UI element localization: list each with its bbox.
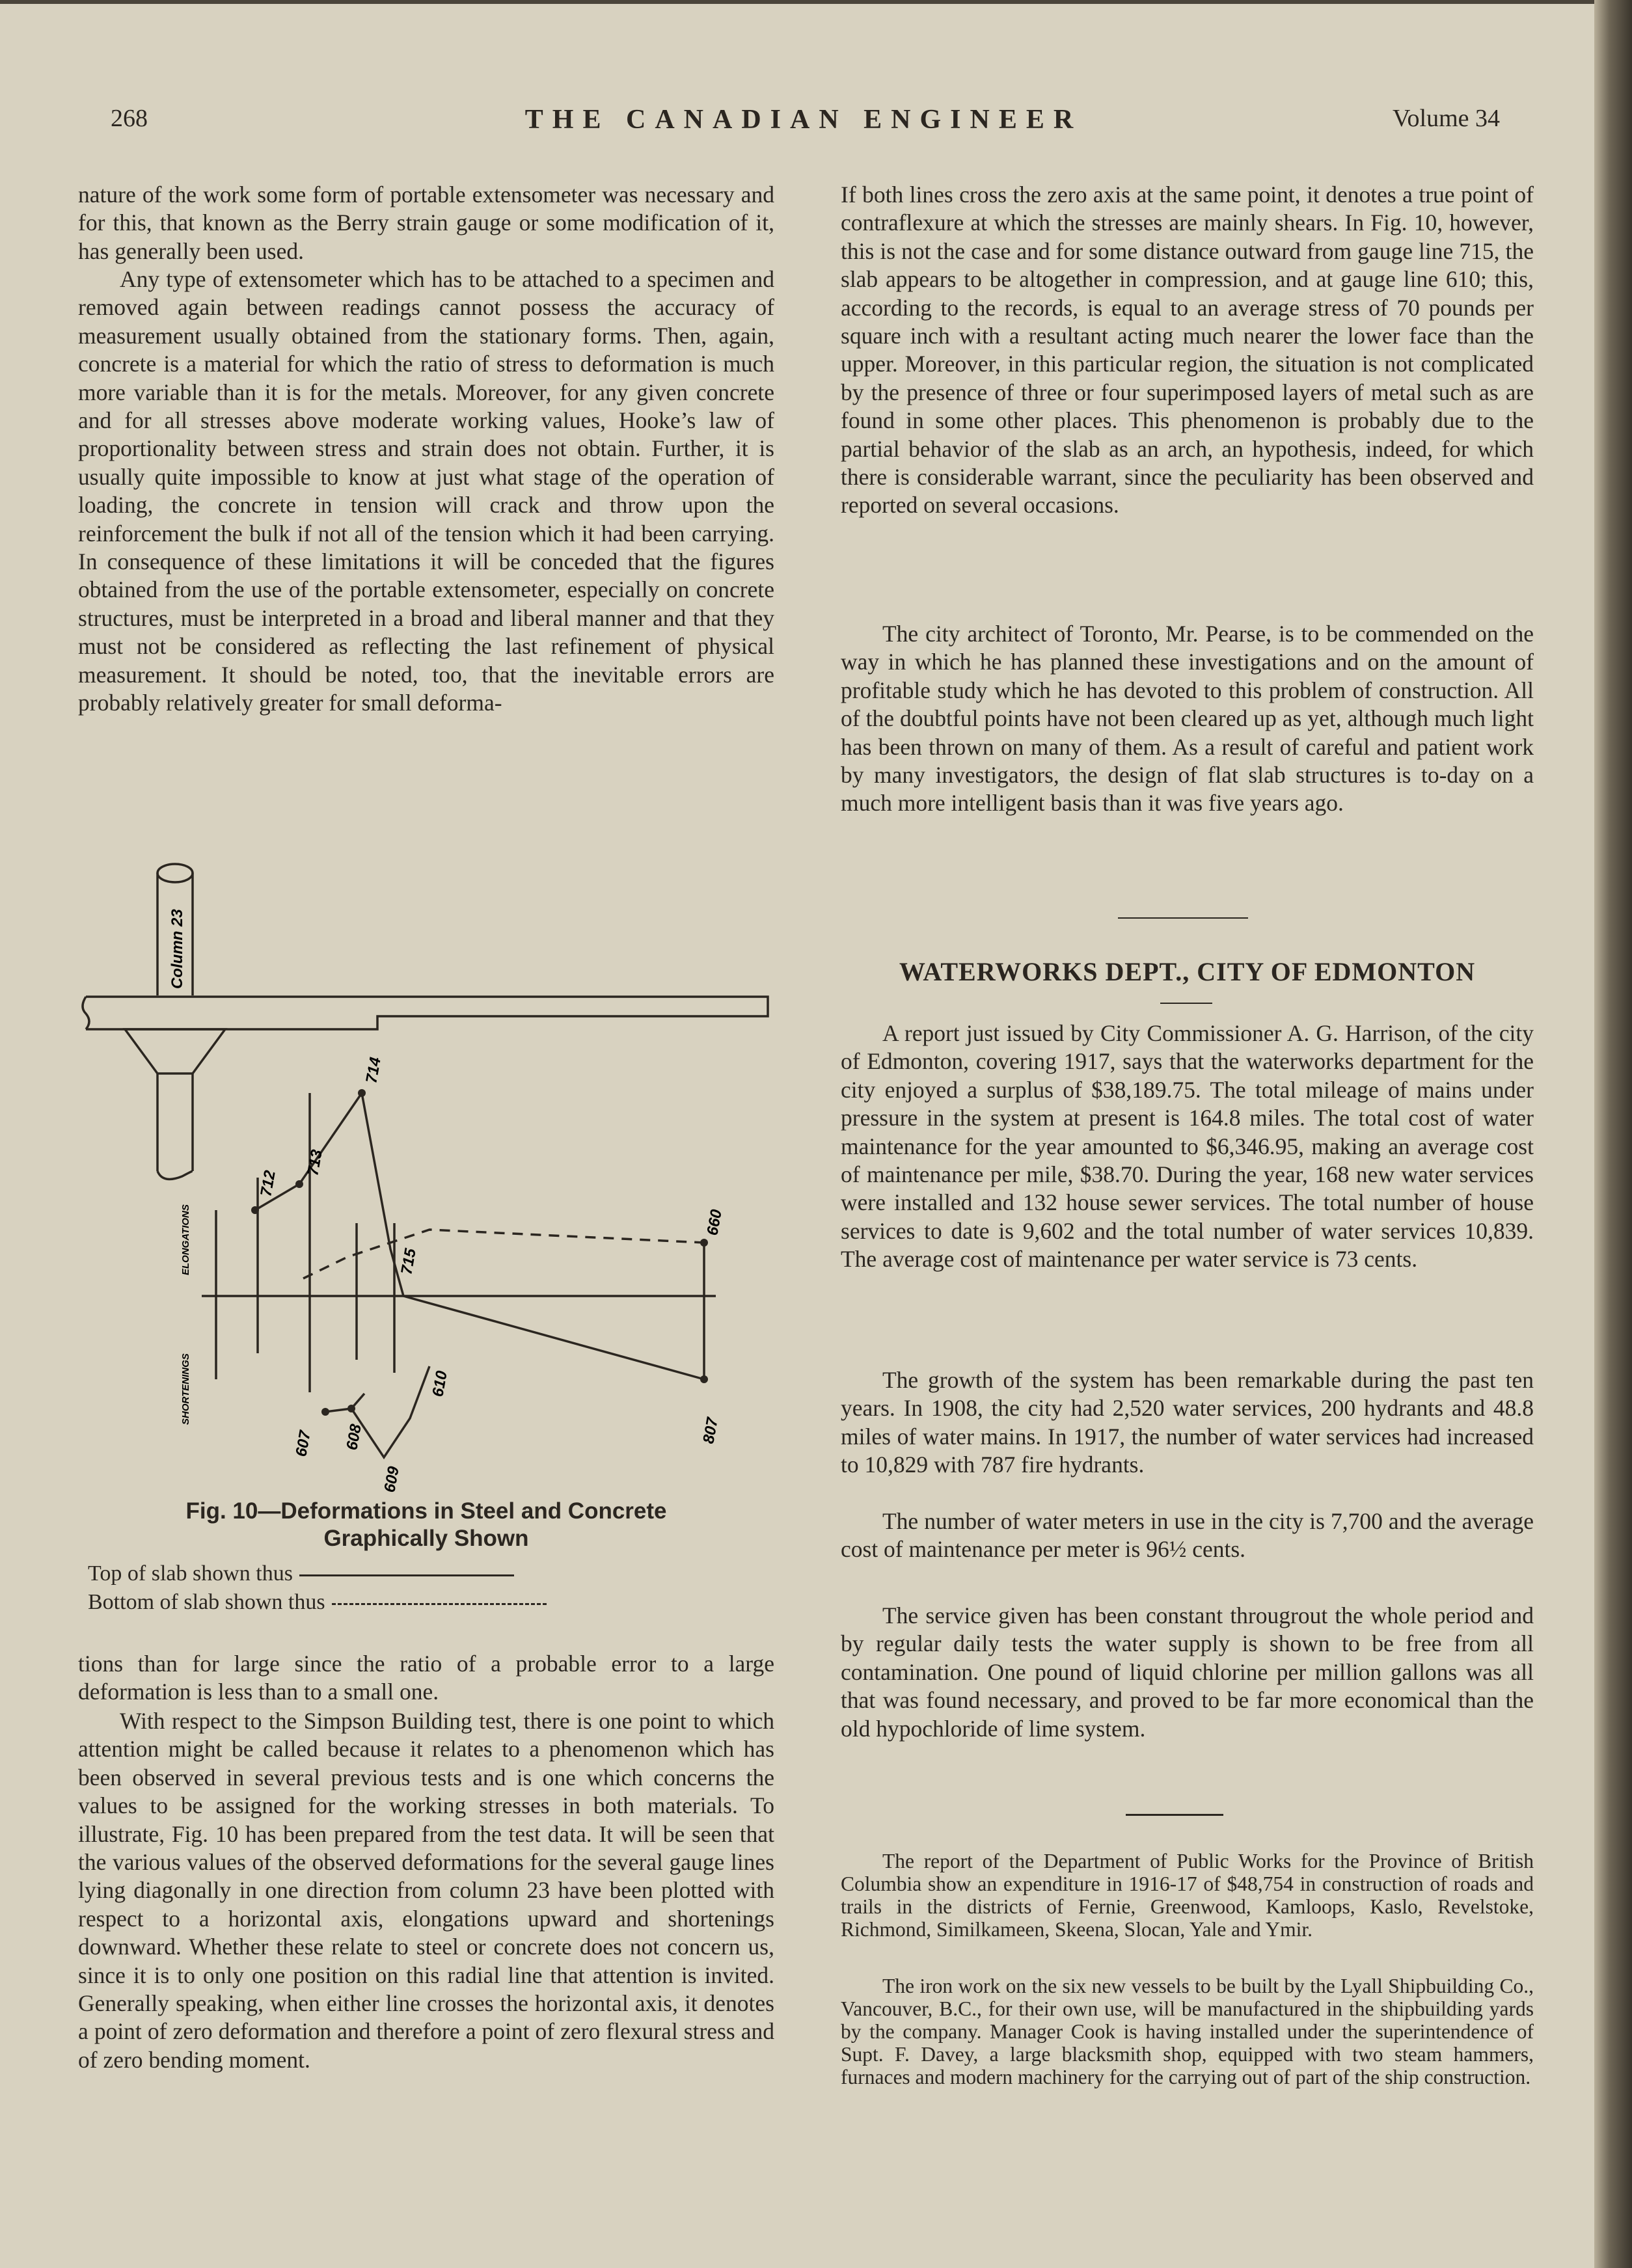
legend-bottom-of-slab <box>88 1590 547 1615</box>
gauge-label-608: 608 <box>343 1422 365 1452</box>
section-divider-2 <box>1126 1814 1223 1816</box>
gauge-label-609: 609 <box>381 1465 403 1494</box>
elongations-label: ELONGATIONS <box>180 1204 191 1275</box>
legend-top-text: Top of slab shown thus <box>88 1561 293 1586</box>
legend-dashed-line <box>332 1603 547 1605</box>
right-paragraph-4: The growth of the system has been remarkable during the past ten years. In 1908, the city had 2,520 water services, 200 hydrants and 48.8 miles of water mains. In 1917, the number of water services had increased to 10,829 with 787 fire hydrants. <box>841 1367 1534 1478</box>
journal-title: THE CANADIAN ENGINEER <box>524 105 1083 135</box>
figure-caption-line-1: Fig. 10—Deformations in Steel and Concrete <box>185 1498 667 1524</box>
gauge-label-712: 712 <box>257 1168 279 1198</box>
top-edge <box>0 0 1594 4</box>
column-label: Column 23 <box>169 909 186 989</box>
title-underline <box>1160 1003 1212 1004</box>
page-number: 268 <box>111 105 148 132</box>
right-paragraph-5: The number of water meters in use in the city is 7,700 and the average cost of maintenance per meter is 96½ cents. <box>841 1508 1534 1563</box>
note-paragraph-2: The iron work on the six new vessels to be built by the Lyall Shipbuilding Co., Vancouver, B.C., for their own use, will be manufactured in the shipbuilding yards by the company. Manager Cook is having installed under the superintendence of Supt. F. Davey, a large blacksmith shop, equipped with two steam hammers, furnaces and modern machinery for the carrying out of part of the ship construction. <box>841 1975 1534 2088</box>
left-paragraph-4: With respect to the Simpson Building test, there is one point to which attention might be called because it relates to a phenomenon which has been observed in several previous tests and is one which concerns the values to be assigned for the working stresses in both materials. To illustrate, Fig. 10 has been prepared from the test data. It will be seen that the various values of the observed deformations for the several gauge lines lying diagonally in one direction from column 23 have been plotted with respect to a horizontal axis, elongations upward and shortenings downward. Whether these relate to steel or concrete does not concern us, since it is to only one position on this radial line that attention is invited. Generally speaking, when either line crosses the horizontal axis, it denotes a point of zero deformation and therefore a point of zero flexural stress and of zero bending moment. <box>78 1708 774 2073</box>
figure-10-diagram <box>78 859 774 1496</box>
gauge-label-715: 715 <box>398 1247 420 1276</box>
left-paragraph-1: nature of the work some form of portable extensometer was necessary and for this, that known as the Berry strain gauge or some modification of it, has generally been used. <box>78 182 774 264</box>
gauge-label-660: 660 <box>703 1208 726 1237</box>
gauge-label-610: 610 <box>429 1369 451 1399</box>
left-paragraph-3: tions than for large since the ratio of a probable error to a large deformation is less than to a small one. <box>78 1651 774 1705</box>
gauge-label-714: 714 <box>362 1055 385 1085</box>
gauge-label-807: 807 <box>700 1416 722 1446</box>
section-title: WATERWORKS DEPT., CITY OF EDMONTON <box>899 957 1476 986</box>
right-paragraph-3: A report just issued by City Commissioner A. G. Harrison, of the city of Edmonton, covering 1917, says that the waterworks department for the city enjoyed a surplus of $38,189.75. The total mileage of mains under pressure in the system at present is 164.8 miles. The total cost of water maintenance for the year amounted to $6,346.95, making an average cost of maintenance per mile, $38.70. During the year, 168 new water services were installed and 132 house sewer services. The total number of house services to date is 9,602 and the total number of water services 10,839. The average cost of maintenance per water service is 73 cents. <box>841 1020 1534 1273</box>
legend-solid-line <box>299 1574 514 1576</box>
legend-top-of-slab <box>88 1561 514 1586</box>
left-paragraph-2: Any type of extensometer which has to be attached to a specimen and removed again between readings cannot possess the accuracy of measurement usually obtained from the stationary forms. Then, again, concrete is a material for which the ratio of stress to deformation is much more variable than it is for the metals. Moreover, for any given concrete and for all stresses above moderate working values, Hooke’s law of proportionality between stress and strain does not obtain. Further, it is usually quite impossible to know at just what stage of the operation of loading, the concrete in tension will crack and throw upon the reinforcement the bulk if not all of the tension which it had been carrying. In consequence of these limitations it will be conceded that the figures obtained from the use of the portable extensometer, especially on concrete structures, must be interpreted in a broad and liberal manner and that they must not be considered as reflecting the last refinement of physical measurement. It should be noted, too, that the inevitable errors are probably relatively greater for small deforma- <box>78 266 774 716</box>
note-paragraph-1: The report of the Department of Public Works for the Province of British Columbia show an expenditure in 1916-17 of $48,754 in construction of roads and trails in the districts of Fernie, Greenwood, Kamloops, Kaslo, Revelstoke, Richmond, Similkameen, Skeena, Slocan, Yale and Ymir. <box>841 1850 1534 1941</box>
figure-caption <box>78 1498 774 1552</box>
page-binding-shadow <box>1594 0 1632 2268</box>
gauge-label-607: 607 <box>292 1429 314 1459</box>
section-divider-1 <box>1118 917 1248 919</box>
page-header <box>107 104 1500 143</box>
volume-label: Volume 34 <box>1392 105 1500 132</box>
right-paragraph-2: The city architect of Toronto, Mr. Pearse, is to be commended on the way in which he has planned these investigations and on the amount of profitable study which he has devoted to this problem of construction. All of the doubtful points have not been cleared up as yet, although much light has been thrown on many of them. As a result of careful and patient work by many investigators, the design of flat slab structures is to-day on a much more intelligent basis than it was five years ago. <box>841 621 1534 817</box>
shortenings-label: SHORTENINGS <box>180 1353 191 1425</box>
gauge-label-713: 713 <box>304 1148 326 1178</box>
right-paragraph-6: The service given has been constant througrout the whole period and by regular daily tests the water supply is shown to be free from all contamination. One pound of liquid chlorine per million gallons was all that was found necessary, and proved to be far more economical than the old hypochloride of lime system. <box>841 1602 1534 1742</box>
right-paragraph-1: If both lines cross the zero axis at the same point, it denotes a true point of contraflexure at which the stresses are mainly shears. In Fig. 10, however, this is not the case and for some distance outward from gauge line 715, the slab appears to be altogether in compression, and at gauge line 610; this, according to the records, is equal to an average stress of 70 pounds per square inch with a resultant acting much nearer the lower face than the upper. Moreover, in this particular region, the situation is not complicated by the presence of three or four superimposed layers of metal such as are found in some other places. This phenomenon is probably due to the partial behavior of the slab as an arch, an hypothesis, indeed, for which there is considerable warrant, since the peculiarity has been observed and reported on several occasions. <box>841 182 1534 519</box>
figure-caption-line-2: Graphically Shown <box>323 1526 529 1551</box>
legend-bottom-text: Bottom of slab shown thus <box>88 1590 325 1614</box>
